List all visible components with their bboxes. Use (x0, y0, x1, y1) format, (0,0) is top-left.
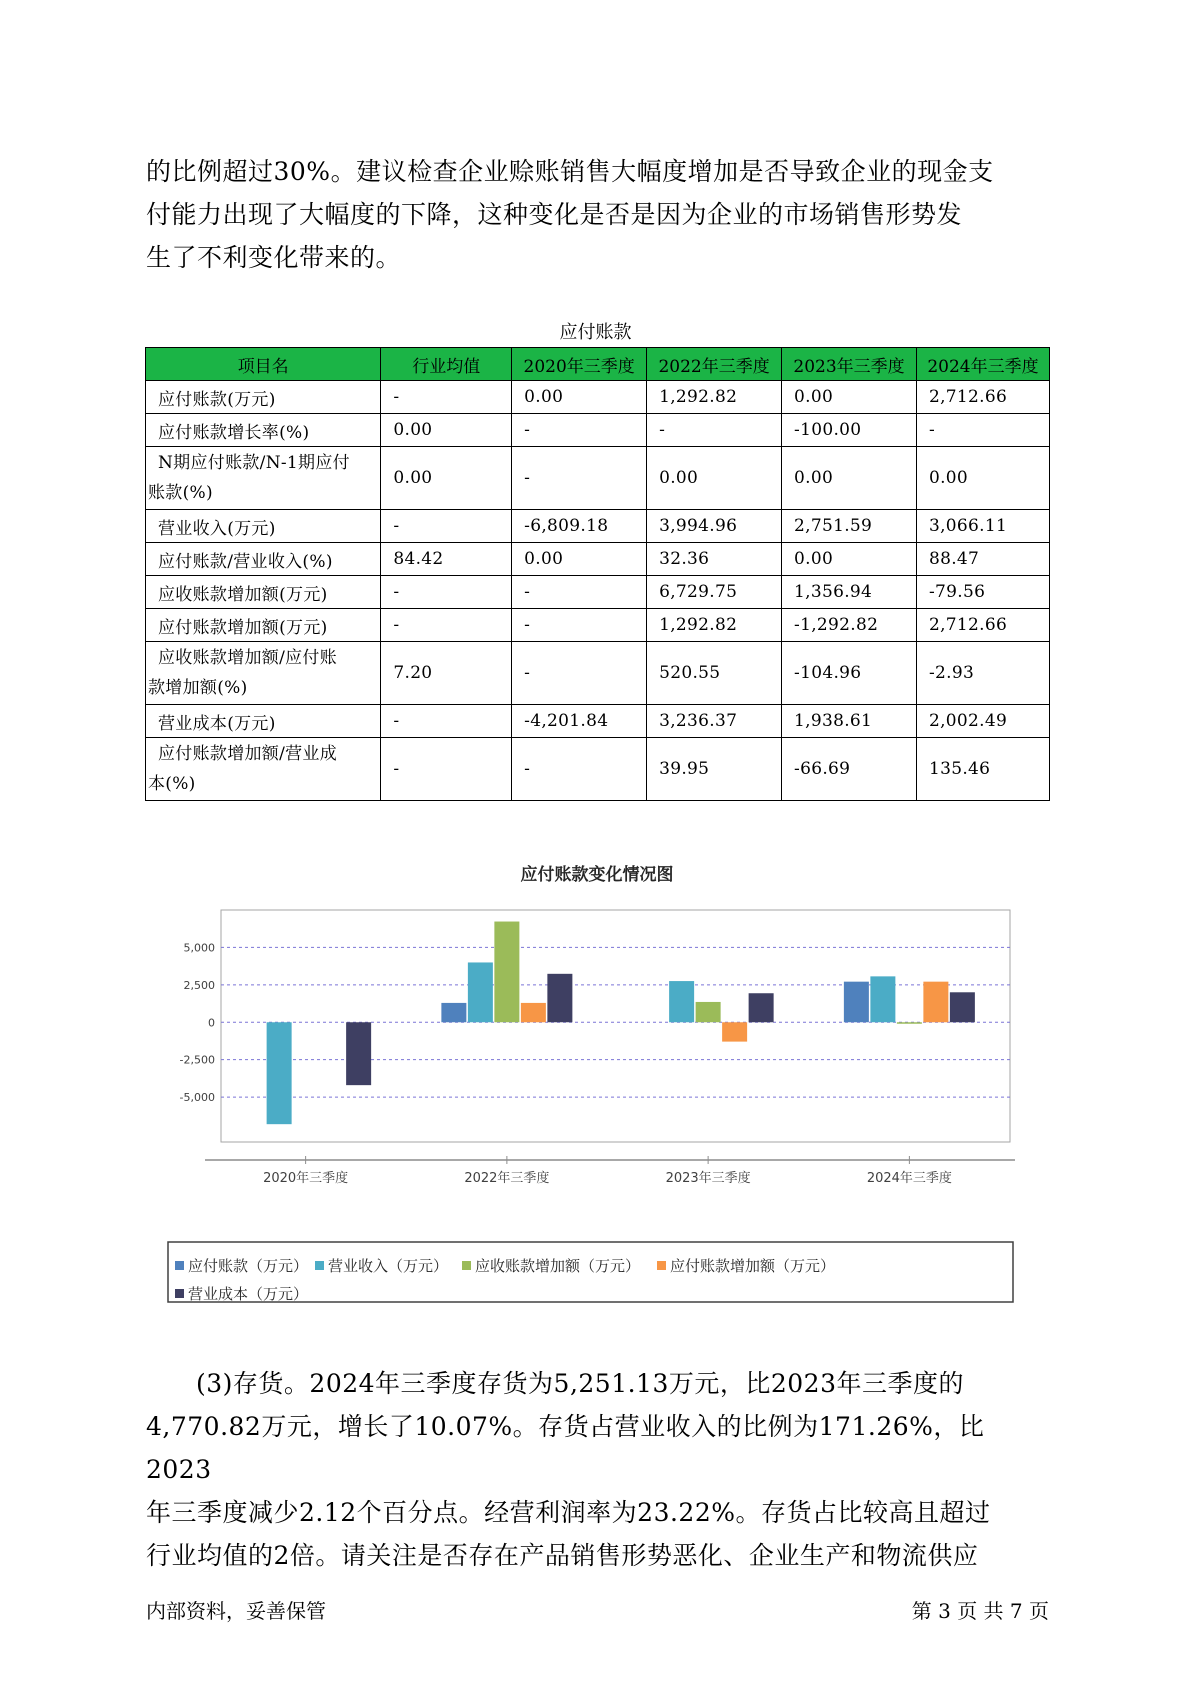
table-cell: 1,292.82 (647, 609, 782, 642)
chart-svg (145, 858, 1050, 1308)
table-row (146, 609, 1050, 642)
row-label: 营业收入(万元) (146, 510, 381, 543)
table-cell: 88.47 (916, 543, 1049, 576)
row-label-line: 应付账款增加额/营业成 (158, 744, 338, 764)
y-tick-label: -5,000 (179, 1091, 215, 1105)
table-cell: 0.00 (782, 381, 917, 414)
row-label (146, 642, 381, 705)
table-cell: 3,994.96 (647, 510, 782, 543)
row-label-line: 账款(%) (148, 483, 213, 503)
row-label: 应付账款增长率(%) (146, 414, 381, 447)
row-label (146, 447, 381, 510)
table-cell: - (381, 381, 512, 414)
table-row (146, 642, 1050, 705)
row-label: 应付账款增加额(万元) (146, 609, 381, 642)
bar (696, 1002, 721, 1022)
bar (547, 974, 572, 1022)
row-label-line: 款增加额(%) (148, 678, 248, 698)
table-cell: 7.20 (381, 642, 512, 705)
p1-line3: 生了不利变化带来的。 (146, 243, 402, 272)
plot-area (221, 910, 1010, 1142)
legend-swatch (315, 1261, 324, 1270)
table-cell: 3,236.37 (647, 705, 782, 738)
row-label-line: N期应付账款/N-1期应付 (158, 453, 350, 473)
table-cell: 2,002.49 (916, 705, 1049, 738)
bar (267, 1022, 292, 1124)
table-cell: -4,201.84 (512, 705, 647, 738)
table-cell: 0.00 (512, 543, 647, 576)
table-cell: -6,809.18 (512, 510, 647, 543)
x-tick-label: 2022年三季度 (464, 1171, 550, 1186)
chart-title: 应付账款变化情况图 (520, 865, 674, 885)
footer-left: 内部资料，妥善保管 (146, 1599, 326, 1623)
y-tick-label: 0 (208, 1016, 215, 1030)
table-cell: 0.00 (512, 381, 647, 414)
bar (722, 1022, 747, 1041)
table-cell: 1,356.94 (782, 576, 917, 609)
table-cell: 1,292.82 (647, 381, 782, 414)
table-cell: -104.96 (782, 642, 917, 705)
bar (346, 1022, 371, 1085)
row-label: 营业成本(万元) (146, 705, 381, 738)
x-tick-label: 2023年三季度 (665, 1171, 751, 1186)
table-row (146, 576, 1050, 609)
bar (870, 976, 895, 1022)
table-cell: - (512, 738, 647, 801)
table-cell: 0.00 (916, 447, 1049, 510)
col-header: 行业均值 (381, 348, 512, 381)
bar (844, 982, 869, 1023)
col-header: 项目名 (146, 348, 381, 381)
table-cell: - (381, 738, 512, 801)
row-label: 应付账款/营业收入(%) (146, 543, 381, 576)
legend-label: 营业收入（万元） (328, 1257, 449, 1275)
table-cell: -100.00 (782, 414, 917, 447)
table-cell: - (512, 447, 647, 510)
legend-label: 应付账款（万元） (188, 1257, 309, 1275)
col-header: 2023年三季度 (782, 348, 917, 381)
table-row (146, 543, 1050, 576)
table-cell: 0.00 (381, 447, 512, 510)
table-cell: 39.95 (647, 738, 782, 801)
y-tick-label: 5,000 (183, 941, 215, 955)
p2-line4: 行业均值的2倍。请关注是否存在产品销售形势恶化、企业生产和物流供应 (146, 1541, 979, 1570)
table-cell: 2,751.59 (782, 510, 917, 543)
bar (441, 1003, 466, 1022)
table-cell: - (512, 414, 647, 447)
p1-line1: 的比例超过30%。建议检查企业赊账销售大幅度增加是否导致企业的现金支 (146, 157, 994, 186)
table-cell: - (512, 642, 647, 705)
y-tick-label: -2,500 (179, 1053, 215, 1067)
table-cell: - (647, 414, 782, 447)
bar (669, 981, 694, 1022)
table-caption: 应付账款 (559, 322, 632, 343)
table-cell: - (512, 609, 647, 642)
p2-line3: 年三季度减少2.12个百分点。经营利润率为23.22%。存货占比较高且超过 (146, 1498, 991, 1527)
table-cell: - (381, 609, 512, 642)
table-cell: - (381, 576, 512, 609)
table-cell: 32.36 (647, 543, 782, 576)
legend-label: 营业成本（万元） (188, 1285, 309, 1303)
table-cell: -66.69 (782, 738, 917, 801)
table-row (146, 447, 1050, 510)
table-cell: -2.93 (916, 642, 1049, 705)
col-header: 2020年三季度 (512, 348, 647, 381)
row-label-line: 应收账款增加额/应付账 (158, 648, 338, 668)
table-row (146, 510, 1050, 543)
table-cell: - (381, 510, 512, 543)
table-cell: 84.42 (381, 543, 512, 576)
table-cell: 0.00 (782, 543, 917, 576)
legend-swatch (657, 1261, 666, 1270)
table-cell: - (381, 705, 512, 738)
table-cell: 2,712.66 (916, 381, 1049, 414)
col-header: 2024年三季度 (916, 348, 1049, 381)
col-header: 2022年三季度 (647, 348, 782, 381)
paragraph-1 (146, 150, 1046, 279)
table-cell: 0.00 (647, 447, 782, 510)
table-cell: - (916, 414, 1049, 447)
row-label: 应收账款增加额(万元) (146, 576, 381, 609)
bar (521, 1003, 546, 1022)
table-row (146, 738, 1050, 801)
legend-swatch (175, 1261, 184, 1270)
table-cell: 135.46 (916, 738, 1049, 801)
footer-page-number: 第 3 页 共 7 页 (911, 1599, 1049, 1623)
row-label-line: 本(%) (148, 774, 196, 794)
payables-table (145, 347, 1050, 801)
table-cell: 0.00 (782, 447, 917, 510)
table-cell: 1,938.61 (782, 705, 917, 738)
bar (494, 922, 519, 1023)
p2-line1: (3)存货。2024年三季度存货为5,251.13万元，比2023年三季度的 (196, 1369, 964, 1398)
table-row (146, 381, 1050, 414)
table-cell: 0.00 (381, 414, 512, 447)
table-cell: -79.56 (916, 576, 1049, 609)
table-cell: - (512, 576, 647, 609)
legend-swatch (462, 1261, 471, 1270)
x-tick-label: 2024年三季度 (866, 1171, 952, 1186)
legend-swatch (175, 1289, 184, 1298)
table-cell: -1,292.82 (782, 609, 917, 642)
table-row (146, 414, 1050, 447)
legend-label: 应付账款增加额（万元） (670, 1257, 836, 1275)
row-label (146, 738, 381, 801)
x-tick-label: 2020年三季度 (263, 1171, 349, 1186)
table-cell: 2,712.66 (916, 609, 1049, 642)
p1-line2: 付能力出现了大幅度的下降，这种变化是否是因为企业的市场销售形势发 (146, 200, 963, 229)
y-tick-label: 2,500 (183, 978, 215, 992)
bar (897, 1022, 922, 1024)
bar (923, 982, 948, 1023)
legend-label: 应收账款增加额（万元） (475, 1257, 641, 1275)
bar (749, 993, 774, 1022)
paragraph-2 (146, 1362, 1046, 1577)
table-row (146, 705, 1050, 738)
table-cell: 520.55 (647, 642, 782, 705)
table-header-row (146, 348, 1050, 381)
table-cell: 6,729.75 (647, 576, 782, 609)
bar (950, 992, 975, 1022)
table-cell: 3,066.11 (916, 510, 1049, 543)
p2-line2: 4,770.82万元，增长了10.07%。存货占营业收入的比例为171.26%，比2023 (146, 1412, 985, 1484)
payables-chart (145, 858, 1050, 1308)
row-label: 应付账款(万元) (146, 381, 381, 414)
bar (468, 962, 493, 1022)
